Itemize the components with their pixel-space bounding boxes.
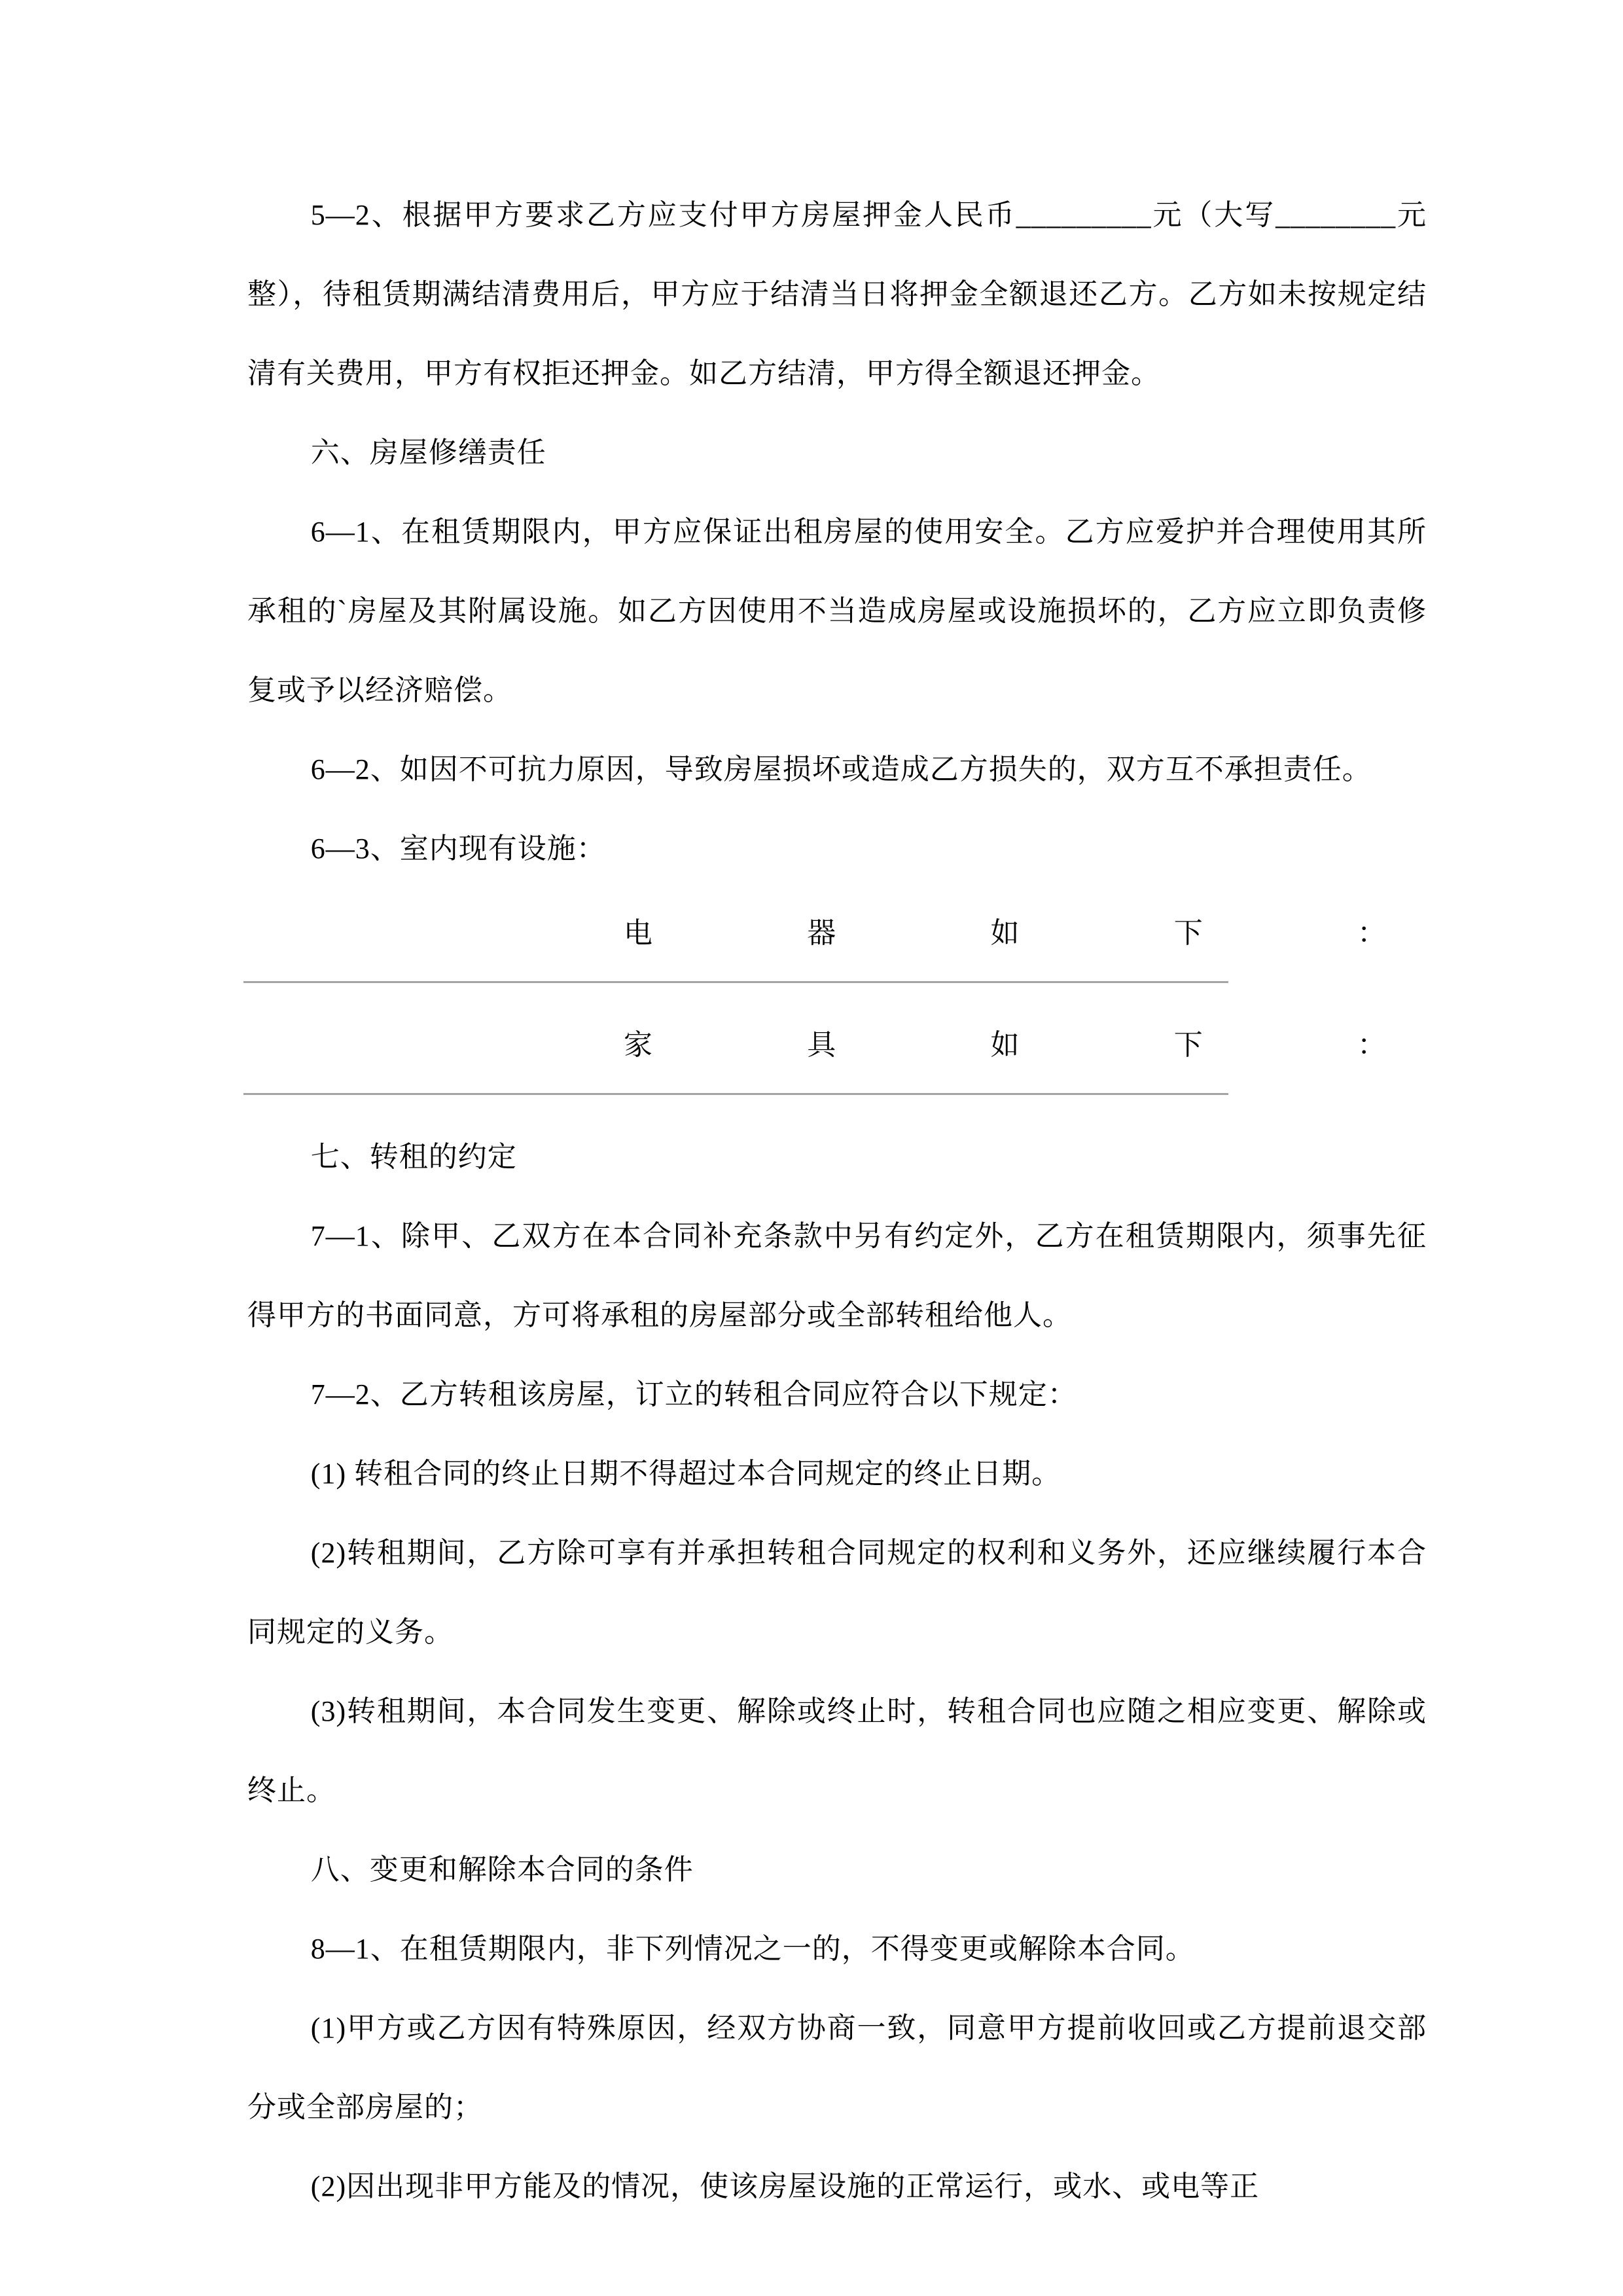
appliances-fill-in-line [243,981,1228,983]
spread-char: 如 [990,917,1020,949]
spread-char: 电 [624,917,652,949]
document-body [247,175,1427,2226]
spread-char: 下 [1173,1029,1203,1061]
spread-char: 如 [990,1029,1020,1061]
spread-char: ： [1357,917,1386,949]
furniture-fill-in-line [243,1093,1228,1095]
section-7-title: 七、转租的约定 [310,1141,517,1173]
clause-6-2: 6—2、如因不可抗力原因，导致房屋损坏或造成乙方损失的，双方互不承担责任。 [310,753,1372,785]
spread-char: 下 [1173,917,1203,949]
clause-6-1: 6—1、在租赁期限内，甲方应保证出租房屋的使用安全。乙方应爱护并合理使用其所承租的`房屋及其附属设施。如乙方因使用不当造成房屋或设施损坏的，乙方应立即负责修复或予以经济赔偿。 [247,516,1427,706]
spread-char: 具 [807,1029,836,1061]
clause-7-2-item-2: (2)转租期间，乙方除可享有并承担转租合同规定的权利和义务外，还应继续履行本合同规定的义务。 [247,1537,1427,1648]
spread-char: 器 [807,917,836,949]
clause-6-3: 6—3、室内现有设施： [310,833,606,865]
clause-7-2: 7—2、乙方转租该房屋，订立的转租合同应符合以下规定： [310,1378,1077,1410]
clause-8-1-item-1: (1)甲方或乙方因有特殊原因，经双方协商一致，同意甲方提前收回或乙方提前退交部分或全部房屋的； [247,2012,1427,2123]
clause-7-2-item-1: (1) 转租合同的终止日期不得超过本合同规定的终止日期。 [310,1458,1061,1490]
spread-char: 家 [624,1029,652,1061]
clause-8-1-item-2: (2)因出现非甲方能及的情况，使该房屋设施的正常运行，或水、或电等正 [310,2170,1260,2202]
furniture-label-row [624,1005,1386,1079]
spread-char: ： [1357,1029,1386,1061]
section-6-title: 六、房屋修缮责任 [310,437,546,469]
clause-7-2-item-3: (3)转租期间，本合同发生变更、解除或终止时，转租合同也应随之相应变更、解除或终止。 [247,1695,1427,1806]
clause-7-1: 7—1、除甲、乙双方在本合同补充条款中另有约定外，乙方在租赁期限内，须事先征得甲方的书面同意，方可将承租的房屋部分或全部转租给他人。 [247,1220,1427,1331]
appliances-label-row [624,893,1386,967]
section-8-title: 八、变更和解除本合同的条件 [310,1854,694,1886]
clause-8-1: 8—1、在租赁期限内，非下列情况之一的，不得变更或解除本合同。 [310,1933,1195,1965]
clause-5-2: 5—2、根据甲方要求乙方应支付甲方房屋押金人民币_________元（大写________元整），待租赁期满结清费用后，甲方应于结清当日将押金全额退还乙方。乙方如未按规定结清有关费用，甲方有权拒还押金。如乙方结清，甲方得全额退还押金。 [247,199,1427,389]
